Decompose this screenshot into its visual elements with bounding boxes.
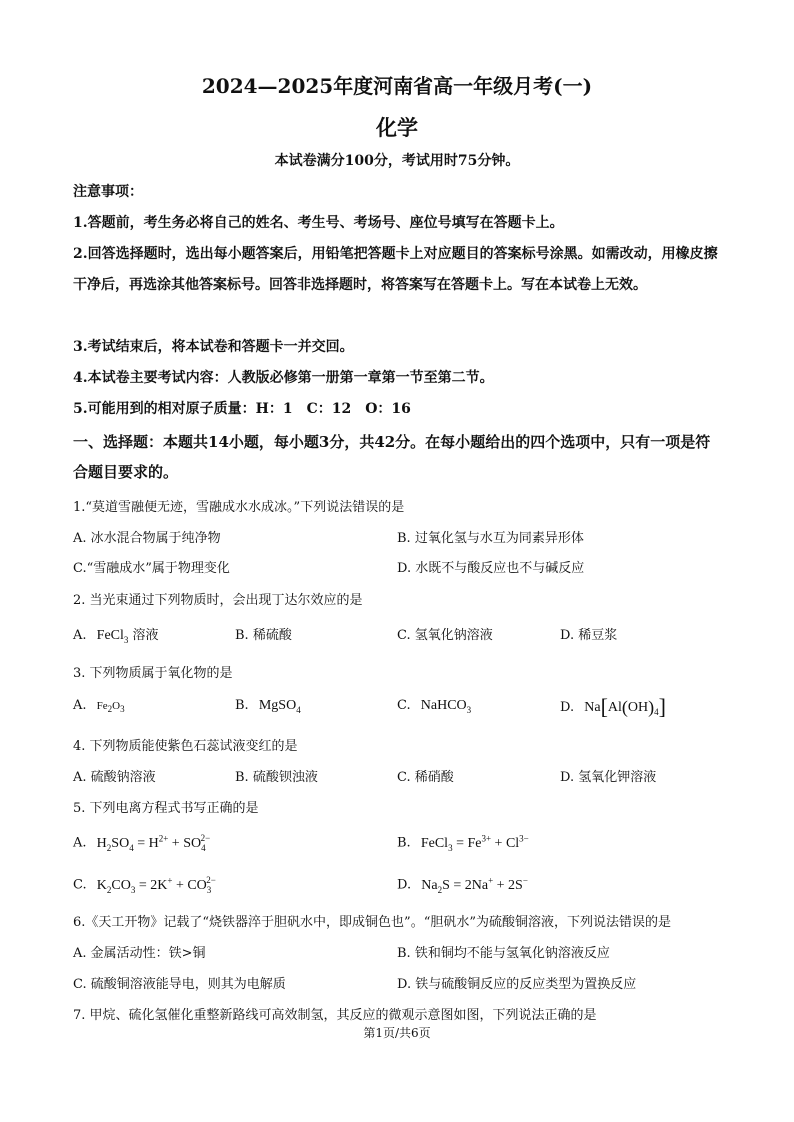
formula-text: FeCl xyxy=(96,628,124,643)
formula: $Na[Al(OH)_4]$ xyxy=(584,694,666,719)
formula: FeCl$_3$ = $Fe^{3+} + Cl^{3-}$ xyxy=(420,833,529,853)
question-3-option-c xyxy=(397,698,471,715)
option-letter: A. xyxy=(73,835,87,851)
formula xyxy=(97,628,129,643)
question-6-option-b: B. 铁和铜均不能与氢氧化钠溶液反应 xyxy=(397,946,610,961)
question-1-option-d: D. 水既不与酸反应也不与碱反应 xyxy=(397,561,585,576)
formula: MgSO$_4$ xyxy=(258,698,301,715)
section-heading: 一、选择题：本题共14小题，每小题3分，共42分。在每小题给出的四个选项中，只有一项是符合题目要求的。 xyxy=(73,433,711,481)
question-5-option-b xyxy=(397,833,529,852)
question-2-option-c: C. 氢氧化钠溶液 xyxy=(397,628,493,643)
question-4-option-d: D. 氢氧化钾溶液 xyxy=(560,770,657,785)
question-5-option-d xyxy=(397,875,528,894)
notice-item-5: 5.可能用到的相对原子质量：H：1 C：12 O：16 xyxy=(73,401,411,417)
question-5-option-c xyxy=(73,875,216,894)
question-2-option-d: D. 稀豆浆 xyxy=(560,628,618,643)
notice-item-2: 2.回答选择题时，选出每小题答案后，用铅笔把答题卡上对应题目的答案标号涂黑。如需改动，用橡皮擦干净后，再选涂其他答案标号。回答非选择题时，将答案写在答题卡上。写在本试卷上无效。 xyxy=(73,246,718,293)
option-letter: A. xyxy=(73,628,87,643)
formula: $H_2SO_4 = H^{2+} + SO_4^{2-}$ xyxy=(96,833,211,853)
formula: $K_2CO_3 = 2K^+ + CO_3^{2-}$ xyxy=(96,875,216,895)
subject-title: 化学 xyxy=(376,115,418,140)
option-letter: B. xyxy=(397,835,411,851)
notice-item-1: 1.答题前，考生务必将自己的姓名、考生号、考场号、座位号填写在答题卡上。 xyxy=(73,215,564,231)
notice-heading: 注意事项： xyxy=(73,184,143,200)
formula: NaHCO$_3$ xyxy=(420,698,472,715)
question-4-stem: 4. 下列物质能使紫色石蕊试液变红的是 xyxy=(73,739,298,754)
formula-subscript: 3 xyxy=(123,634,129,645)
exam-title: 2024—2025年度河南省高一年级月考(一) xyxy=(201,74,593,98)
question-6-option-c: C. 硫酸铜溶液能导电，则其为电解质 xyxy=(73,977,286,992)
question-3-option-b xyxy=(235,698,301,715)
question-4-option-a: A. 硫酸钠溶液 xyxy=(73,770,156,785)
question-5-option-a xyxy=(73,833,210,852)
notice-item-4: 4.本试卷主要考试内容：人教版必修第一册第一章第一节至第二节。 xyxy=(73,370,494,386)
page-number: 第1页/共6页 xyxy=(363,1026,431,1040)
question-2-option-b: B. 稀硫酸 xyxy=(235,628,292,643)
question-4-option-b: B. 硫酸钡浊液 xyxy=(235,770,318,785)
option-letter: D. xyxy=(560,700,575,715)
question-6-stem: 6.《天工开物》记载了“烧铁器淬于胆矾水中，即成铜色也”。“胆矾水”为硫酸铜溶液，下列说法错误的是 xyxy=(73,915,671,930)
option-letter: D. xyxy=(397,877,412,893)
notice-item-3: 3.考试结束后，将本试卷和答题卡一并交回。 xyxy=(73,339,354,355)
question-5-stem: 5. 下列电离方程式书写正确的是 xyxy=(73,801,259,816)
question-1-option-c: C.“雪融成水”属于物理变化 xyxy=(73,561,230,576)
question-4-option-c: C. 稀硝酸 xyxy=(397,770,454,785)
option-letter: C. xyxy=(397,698,411,713)
option-letter: B. xyxy=(235,698,249,713)
formula: $Fe_2O_3$ xyxy=(96,700,125,715)
option-letter: C. xyxy=(73,877,87,893)
question-6-option-d: D. 铁与硫酸铜反应的反应类型为置换反应 xyxy=(397,977,637,992)
formula: $Na_2S = 2Na^+ + 2S^-$ xyxy=(421,875,528,895)
question-3-stem: 3. 下列物质属于氧化物的是 xyxy=(73,666,233,681)
question-6-option-a: A. 金属活动性：铁>铜 xyxy=(73,946,206,961)
question-7-stem: 7. 甲烷、硫化氢催化重整新路线可高效制氢，其反应的微观示意图如图，下列说法正确的是 xyxy=(73,1008,597,1023)
question-1-option-a: A. 冰水混合物属于纯净物 xyxy=(73,531,221,546)
question-2-stem: 2. 当光束通过下列物质时，会出现丁达尔效应的是 xyxy=(73,593,363,608)
question-3-option-d xyxy=(560,694,666,720)
question-1-option-b: B. 过氧化氢与水互为同素异形体 xyxy=(397,531,584,546)
option-text: 溶液 xyxy=(128,628,159,643)
question-1-stem: 1.“莫道雪融便无迹，雪融成水水成冰。”下列说法错误的是 xyxy=(73,500,405,515)
option-letter: A. xyxy=(73,698,87,713)
question-3-option-a xyxy=(73,698,125,714)
exam-info: 本试卷满分100分，考试用时75分钟。 xyxy=(274,153,520,169)
question-2-option-a xyxy=(73,624,159,645)
